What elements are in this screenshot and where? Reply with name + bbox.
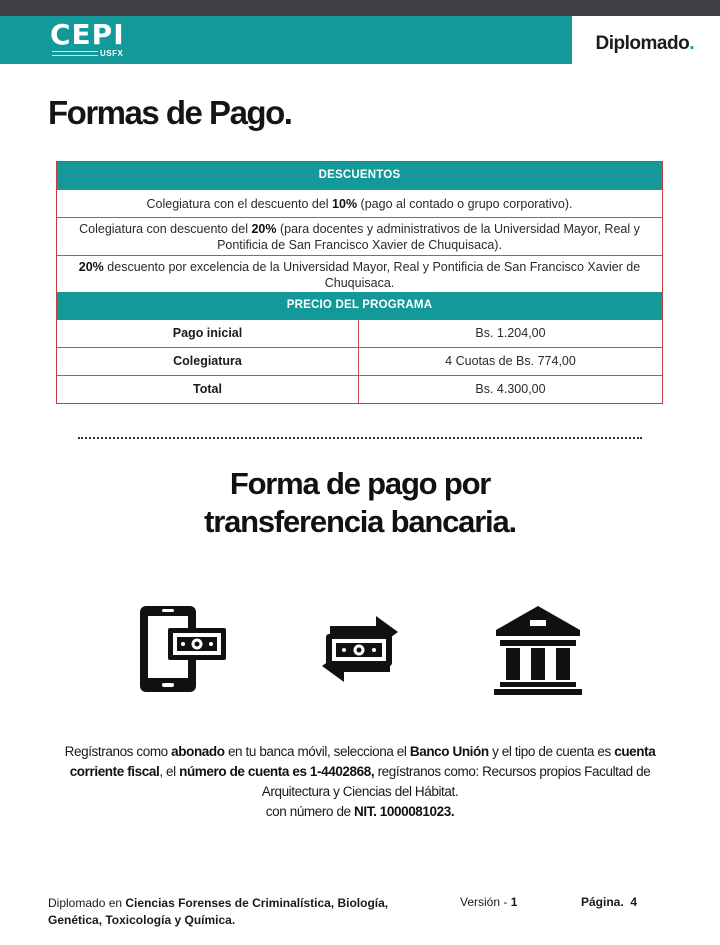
payment-table: [56, 161, 663, 404]
price-value: 4 Cuotas de Bs. 774,00: [445, 354, 576, 368]
discounts-header: DESCUENTOS: [57, 162, 662, 189]
footer-version: Versión - 1: [460, 895, 518, 909]
price-label: Colegiatura: [57, 348, 359, 375]
bank-icon: [492, 604, 584, 696]
doc-type-label: Diplomado.: [595, 33, 694, 54]
money-transfer-icon: [318, 604, 402, 694]
price-label: Pago inicial: [57, 320, 359, 347]
discount-row: Colegiatura con descuento del 20% (para docentes y administrativos de la Universidad Mayor, Real y Pontificia de San Francisco Xavier de Chuquisaca).: [57, 217, 662, 255]
discount-row: Colegiatura con el descuento del 10% (pago al contado o grupo corporativo).: [57, 189, 662, 217]
dotted-divider: [78, 437, 642, 439]
transfer-instructions: Regístranos como abonado en tu banca móvil, selecciona el Banco Unión y el tipo de cuenta es cuenta corriente fiscal, el número de cuenta es 1-4402868, regístranos como: Recursos propios Facultad de Arquitectura y Ciencias del Hábitat. con número de NIT. 1000081023.: [64, 744, 656, 819]
page-title: Formas de Pago.: [48, 94, 292, 131]
top-bar: [0, 0, 720, 16]
price-value: Bs. 4.300,00: [475, 382, 546, 396]
transfer-title: Forma de pago por transferencia bancaria.: [204, 466, 516, 539]
logo-sub: USFX: [100, 49, 124, 58]
discount-row: 20% descuento por excelencia de la Universidad Mayor, Real y Pontificia de San Francisco Xavier de Chuquisaca.: [57, 255, 662, 292]
price-value: Bs. 1.204,00: [475, 326, 546, 340]
price-header: PRECIO DEL PROGRAMA: [57, 292, 662, 319]
footer-program: Diplomado en Ciencias Forenses de Criminalística, Biología, Genética, Toxicología y Química.: [48, 896, 389, 927]
price-row: [57, 375, 662, 403]
cepi-logo: [50, 20, 140, 60]
price-row: [57, 319, 662, 347]
logo-text: CEPI: [50, 18, 125, 51]
logo-caption-lines: [52, 51, 98, 56]
price-row: [57, 347, 662, 375]
footer-page-number: Página. 4: [581, 895, 638, 909]
price-label: Total: [57, 376, 359, 403]
mobile-payment-icon: [138, 604, 230, 694]
